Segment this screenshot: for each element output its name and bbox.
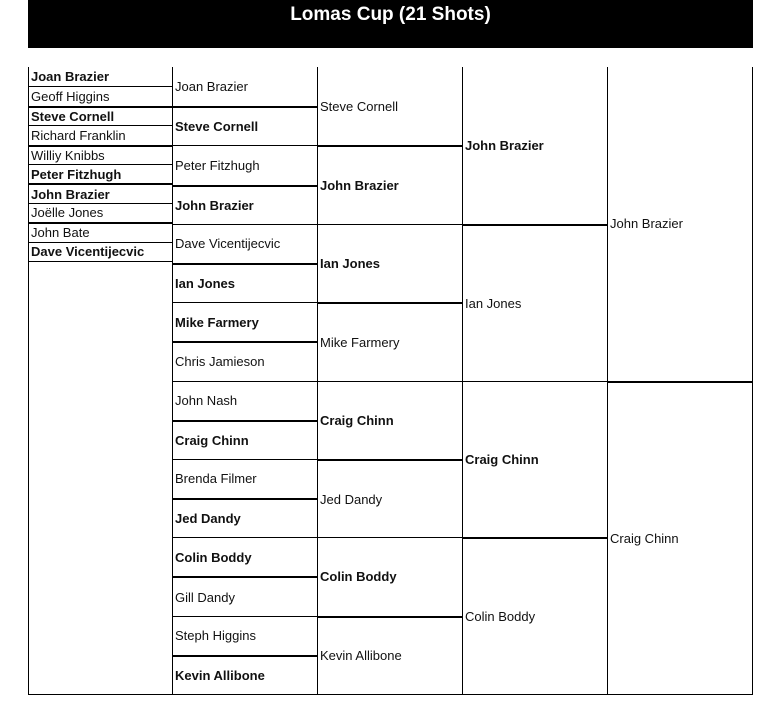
quarter-finals-player: Ian Jones xyxy=(317,224,462,302)
second-round-player: Ian Jones xyxy=(172,263,317,302)
column-header-quarter-finals: Quarter Finals xyxy=(320,49,409,64)
bracket-bottom-line xyxy=(28,694,753,695)
quarter-finals-player: Jed Dandy xyxy=(317,459,462,537)
second-round-player: Mike Farmery xyxy=(172,302,317,341)
column-header-second-round: Second Round xyxy=(175,49,267,64)
second-round-player: Chris Jamieson xyxy=(172,341,317,380)
first-round-player: Richard Franklin xyxy=(28,125,172,144)
second-round-player: Steve Cornell xyxy=(172,106,317,145)
first-round-divider xyxy=(28,261,172,262)
column-header-final: Final xyxy=(610,49,641,64)
quarter-finals-player: Mike Farmery xyxy=(317,302,462,380)
bracket-column-line xyxy=(462,67,463,694)
second-round-player: Colin Boddy xyxy=(172,537,317,576)
final-player: Craig Chinn xyxy=(607,381,752,695)
column-header-semi-finals: Semi Finals xyxy=(465,49,538,64)
first-round-player: John Brazier xyxy=(28,183,172,202)
second-round-player: Kevin Allibone xyxy=(172,655,317,694)
first-round-player: Williy Knibbs xyxy=(28,145,172,164)
quarter-finals-player: Kevin Allibone xyxy=(317,616,462,694)
second-round-player: Craig Chinn xyxy=(172,420,317,459)
first-round-player: Steve Cornell xyxy=(28,106,172,125)
bracket-column-line xyxy=(752,67,753,694)
first-round-player: Geoff Higgins xyxy=(28,86,172,105)
semi-finals-player: Ian Jones xyxy=(462,224,607,381)
semi-finals-player: Colin Boddy xyxy=(462,537,607,694)
first-round-player: Peter Fitzhugh xyxy=(28,164,172,183)
second-round-player: Joan Brazier xyxy=(175,79,248,95)
quarter-finals-player: Craig Chinn xyxy=(317,381,462,459)
bracket-column-line xyxy=(317,67,318,694)
second-round-player: Dave Vicentijecvic xyxy=(172,224,317,263)
second-round-player: Jed Dandy xyxy=(172,498,317,537)
bracket-column-line xyxy=(28,67,29,694)
second-round-player: John Nash xyxy=(172,381,317,420)
semi-finals-player: John Brazier xyxy=(465,137,544,153)
second-round-player: Peter Fitzhugh xyxy=(172,145,317,184)
column-header-first-round: First Round xyxy=(31,49,104,64)
quarter-finals-player: Colin Boddy xyxy=(317,537,462,615)
quarter-finals-player: John Brazier xyxy=(317,145,462,223)
bracket-column-line xyxy=(172,67,173,694)
first-round-player: Dave Vicentijecvic xyxy=(28,242,172,261)
second-round-player: Steph Higgins xyxy=(172,616,317,655)
second-round-player: Gill Dandy xyxy=(172,576,317,615)
final-player: John Brazier xyxy=(610,216,683,232)
first-round-player: Joan Brazier xyxy=(31,69,110,85)
first-round-player: John Bate xyxy=(28,222,172,241)
bracket-column-line xyxy=(607,67,608,694)
semi-finals-player: Craig Chinn xyxy=(462,381,607,538)
second-round-player: Brenda Filmer xyxy=(172,459,317,498)
first-round-player: Joëlle Jones xyxy=(28,203,172,222)
quarter-finals-player: Steve Cornell xyxy=(320,98,399,114)
second-round-player: John Brazier xyxy=(172,185,317,224)
bracket-title: Lomas Cup (21 Shots) xyxy=(290,4,491,25)
